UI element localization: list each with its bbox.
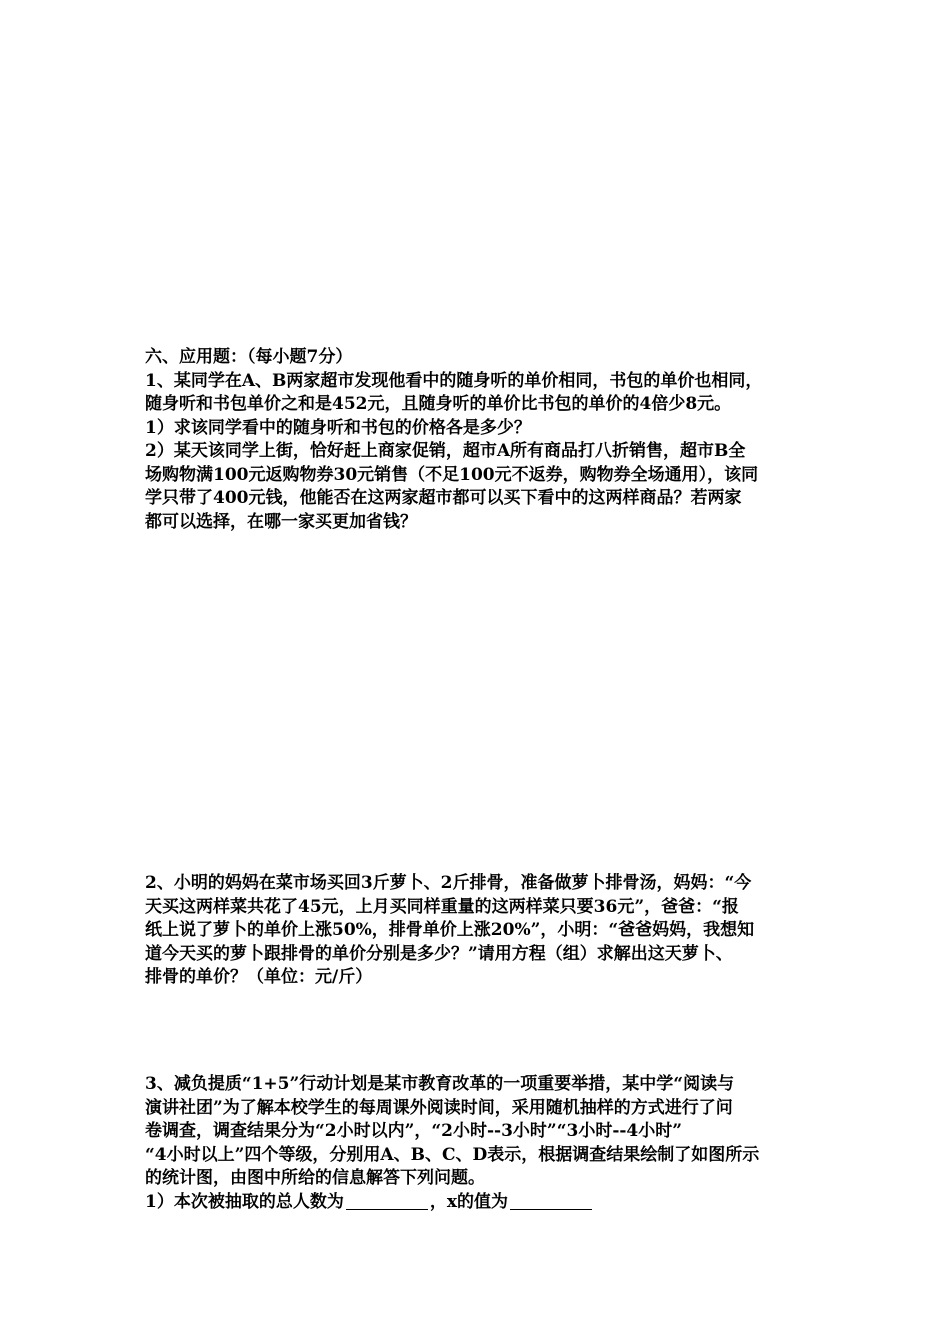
- q3-sub1-prefix: 1）本次被抽取的总人数为: [145, 1191, 344, 1212]
- q1-line-5: 场购物满100元返购物券30元销售（不足100元不返券，购物券全场通用），该同: [145, 464, 759, 485]
- q1-line-7: 都可以选择，在哪一家买更加省钱？: [145, 511, 417, 532]
- q3-line-4: “4小时以上”四个等级，分别用A、B、C、D表示，根据调查结果绘制了如图所示: [145, 1144, 760, 1165]
- question-3: [145, 1073, 825, 1214]
- section-six: [145, 346, 825, 534]
- section-heading: 六、应用题：（每小题7分）: [145, 347, 353, 367]
- q3-line-1: 3、减负提质“1+5”行动计划是某市教育改革的一项重要举措，某中学“阅读与: [145, 1074, 735, 1094]
- q2-line-5: 排骨的单价？（单位：元/斤）: [145, 967, 373, 987]
- q1-line-4: 2）某天该同学上街，恰好赶上商家促销，超市A所有商品打八折销售，超市B全: [145, 441, 746, 461]
- q1-line-3: 1）求该同学看中的随身听和书包的价格各是多少？: [145, 417, 531, 438]
- q2-line-1: 2、小明的妈妈在菜市场买回3斤萝卜、2斤排骨，准备做萝卜排骨汤，妈妈：“今: [145, 873, 752, 893]
- q3-sub1-middle: ，x的值为: [429, 1191, 508, 1212]
- q2-line-4: 道今天买的萝卜跟排骨的单价分别是多少？”请用方程（组）求解出这天萝卜、: [145, 943, 733, 964]
- q3-line-3: 卷调查，调查结果分为“2小时以内”，“2小时--3小时”“3小时--4小时”: [145, 1121, 683, 1141]
- q2-line-3: 纸上说了萝卜的单价上涨50%，排骨单价上涨20%”，小明：“爸爸妈妈，我想知: [145, 920, 755, 940]
- x-value-blank[interactable]: [510, 1192, 592, 1210]
- q3-sub-question-1: [145, 1191, 825, 1215]
- total-count-blank[interactable]: [346, 1192, 428, 1210]
- q1-line-2: 随身听和书包单价之和是452元，且随身听的单价比书包的单价的4倍少8元。: [145, 394, 732, 414]
- question-2: [145, 872, 825, 990]
- q2-line-2: 天买这两样菜共花了45元，上月买同样重量的这两样菜只要36元”，爸爸：“报: [145, 896, 739, 917]
- q1-line-1: 1、某同学在A、B两家超市发现他看中的随身听的单价相同，书包的单价也相同，: [145, 370, 763, 391]
- q3-line-2: 演讲社团”为了解本校学生的每周课外阅读时间，采用随机抽样的方式进行了问: [145, 1097, 733, 1118]
- q1-line-6: 学只带了400元钱，他能否在这两家超市都可以买下看中的这两样商品？若两家: [145, 488, 742, 508]
- q3-line-5: 的统计图，由图中所给的信息解答下列问题。: [145, 1168, 485, 1188]
